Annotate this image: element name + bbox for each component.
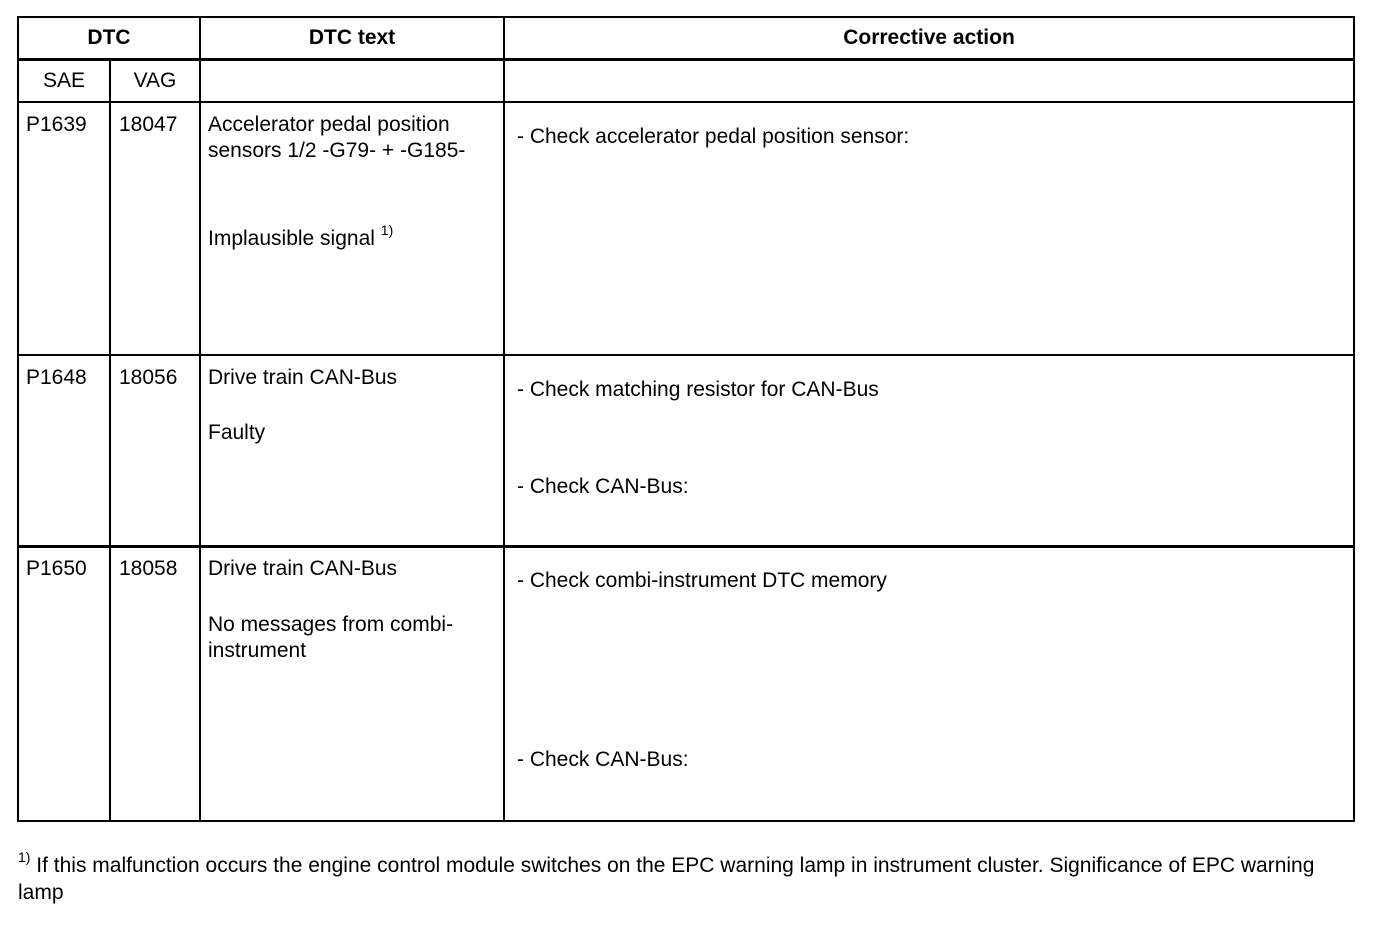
table-border-right — [1353, 16, 1355, 822]
dtc-description: Accelerator pedal position sensors 1/2 -G79- + -G185- — [208, 113, 466, 162]
vag-code: 18058 — [119, 557, 178, 580]
row-divider — [17, 354, 1355, 356]
corrective-action-item: - Check matching resistor for CAN-Bus — [517, 378, 879, 401]
column-divider — [503, 16, 505, 822]
column-divider — [109, 60, 111, 822]
dtc-condition: No messages from combi-instrument — [208, 613, 454, 662]
corrective-action-item: - Check combi-instrument DTC memory — [517, 569, 887, 592]
header-sae: SAE — [42, 69, 86, 92]
header-divider — [17, 58, 1355, 61]
sae-code: P1650 — [26, 557, 87, 580]
corrective-action-item: - Check accelerator pedal position sensor: — [517, 125, 910, 148]
sae-code: P1639 — [26, 113, 87, 136]
dtc-description: Drive train CAN-Bus — [208, 366, 398, 389]
footnote-marker: 1) — [18, 849, 31, 865]
table-border-left — [17, 16, 19, 822]
footnote — [18, 849, 1348, 906]
vag-code: 18047 — [119, 113, 178, 136]
column-divider — [199, 16, 201, 822]
dtc-description: Drive train CAN-Bus — [208, 557, 398, 580]
dtc-condition: Faulty — [208, 421, 266, 444]
footnote-text: If this malfunction occurs the engine control module switches on the EPC warning lamp in instrument cluster. Significance of EPC warning lamp — [18, 854, 1315, 904]
dtc-condition-text: Implausible signal — [208, 227, 375, 250]
subheader-divider — [17, 101, 1355, 103]
corrective-action-item: - Check CAN-Bus: — [517, 748, 689, 771]
table-border-bottom — [17, 820, 1355, 822]
header-vag: VAG — [133, 69, 177, 92]
header-dtc-text: DTC text — [308, 26, 396, 49]
footnote-ref: 1) — [380, 222, 394, 238]
dtc-table — [17, 16, 1355, 822]
table-border-top — [17, 16, 1355, 18]
corrective-action-item: - Check CAN-Bus: — [517, 475, 689, 498]
vag-code: 18056 — [119, 366, 178, 389]
row-divider — [17, 545, 1355, 548]
header-dtc: DTC — [87, 26, 131, 49]
header-corrective-action: Corrective action — [843, 26, 1015, 49]
sae-code: P1648 — [26, 366, 87, 389]
dtc-condition — [208, 222, 394, 252]
